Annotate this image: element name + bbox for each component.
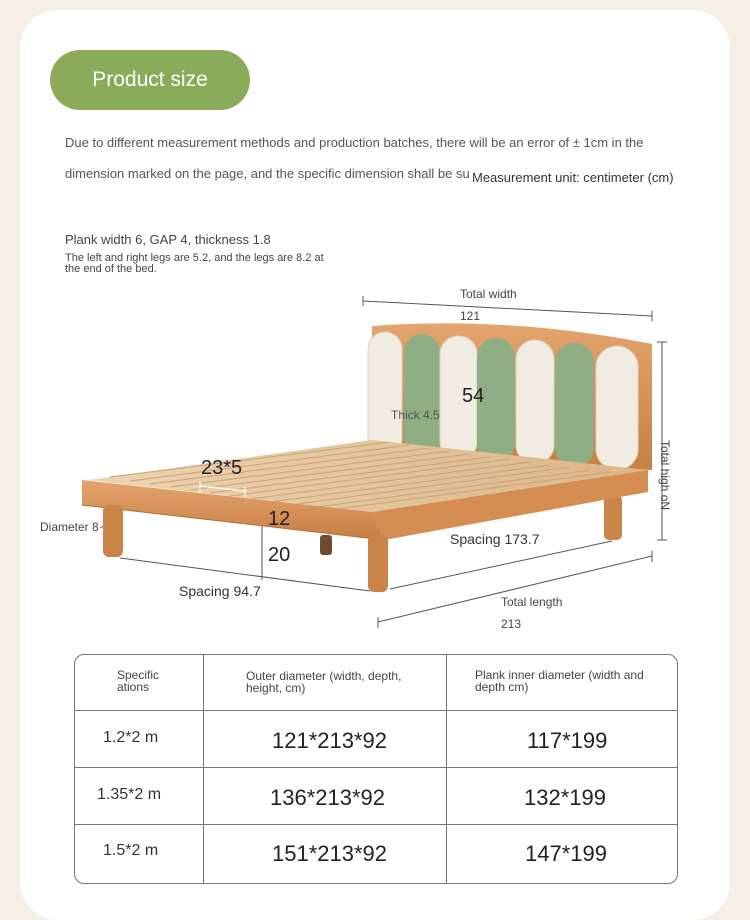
header-spec-line1: Specific [117,668,160,682]
total-length-value: 213 [501,617,522,631]
spacing-long: Spacing 173.7 [450,531,540,547]
table-row [75,767,677,824]
row-inner: 147*199 [525,841,607,866]
headboard-thickness: Thick 4.5 [391,408,440,422]
leg-diameter: Diameter 8 [40,520,99,534]
legs-note-line2: the end of the bed. [65,263,157,275]
header-outer-line1: Outer diameter (width, depth, [246,669,402,683]
header-inner-line1: Plank inner diameter (width and [475,668,644,682]
spacing-short: Spacing 94.7 [179,583,261,599]
back-middle-leg [320,535,332,555]
frame-height: 12 [268,508,291,530]
row-spec: 1.5*2 m [103,842,159,859]
row-inner: 117*199 [527,728,608,753]
slat-size: 23*5 [201,457,243,479]
leg-height: 20 [268,544,291,566]
error-note-line2: dimension marked on the page, and the specific dimension shall be su [65,166,470,181]
total-high-label: Total high oN [658,440,672,511]
row-outer: 151*213*92 [272,841,388,866]
row-spec: 1.2*2 m [103,729,159,746]
front-right-leg [368,535,388,592]
size-table [74,654,678,884]
headboard-height: 54 [462,385,485,407]
header-outer-line2: height, cm) [246,681,306,695]
row-spec: 1.35*2 m [97,786,162,803]
measurement-unit: Measurement unit: centimeter (cm) [472,170,674,185]
error-note-line1: Due to different measurement methods and production batches, there will be an error of ± 1cm in the [65,135,644,150]
row-outer: 121*213*92 [272,728,388,753]
header-inner-line2: depth cm) [475,680,529,694]
table-row [75,824,677,884]
row-inner: 132*199 [524,785,606,810]
front-left-leg [103,505,123,557]
legs-note-line1: The left and right legs are 5.2, and the legs are 8.2 at [65,252,324,264]
back-right-leg [604,495,622,540]
row-outer: 136*213*92 [270,785,386,810]
table-row [75,710,677,767]
header-spec-line2: ations [117,680,150,694]
total-length-label: Total length [501,595,563,609]
plank-spec: Plank width 6, GAP 4, thickness 1.8 [65,232,271,247]
total-width-value: 121 [460,309,481,323]
table-header-row [75,655,677,710]
product-size-title: Product size [92,68,208,91]
total-width-label: Total width [460,287,517,301]
